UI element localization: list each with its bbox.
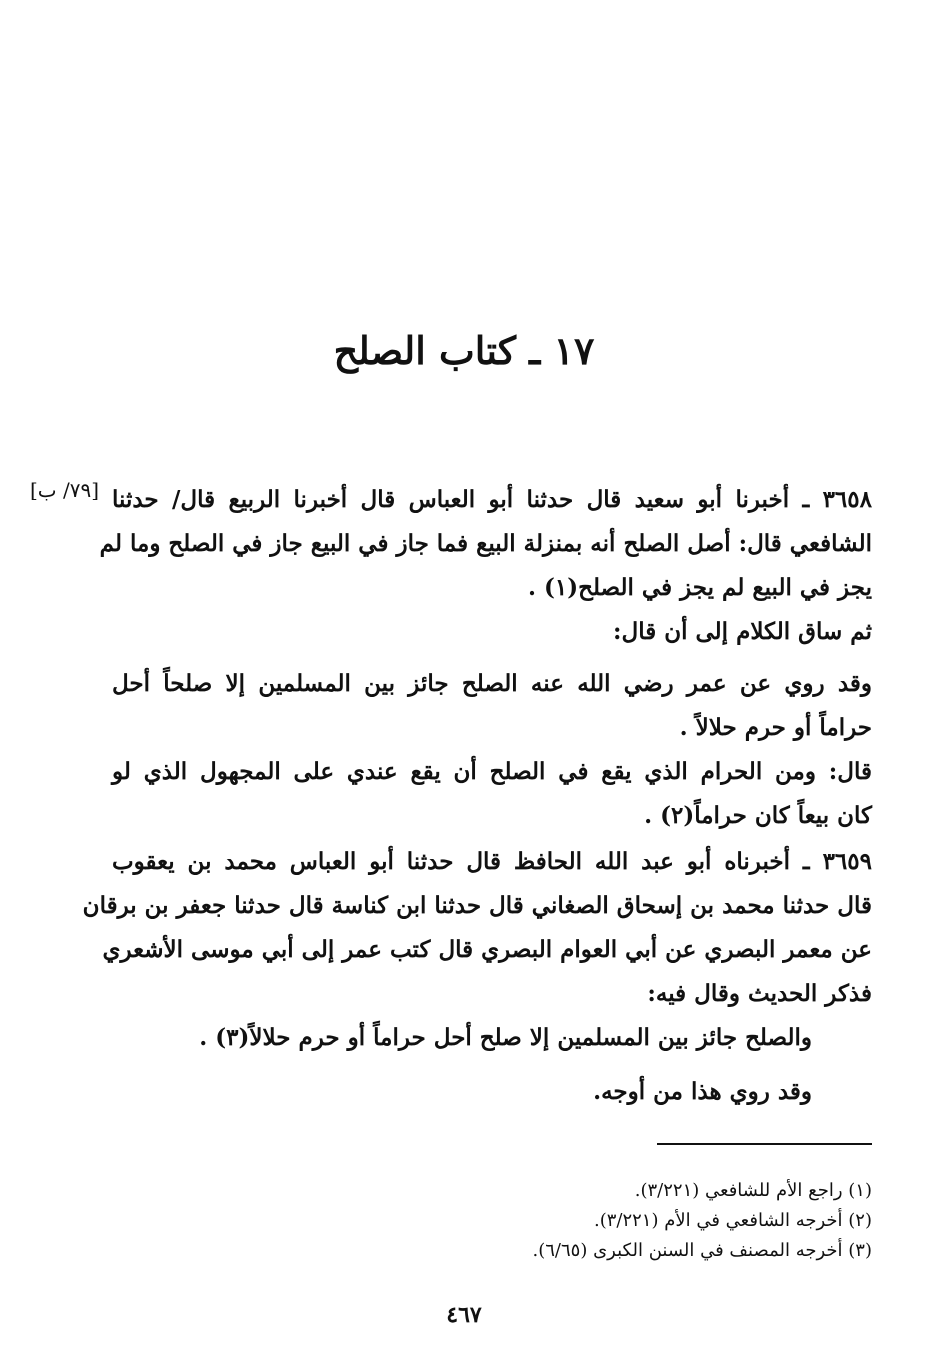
text-line: قال حدثنا محمد بن إسحاق الصغاني قال حدثنا ابن كناسة قال حدثنا جعفر بن برقان xyxy=(82,892,872,919)
text-line: ٣٦٥٩ ـ أخبرناه أبو عبد الله الحافظ قال حدثنا أبو العباس محمد بن يعقوب xyxy=(112,848,872,875)
text-line: والصلح جائز بين المسلمين إلا صلح أحل حراماً أو حرم حلالاً(٣) . xyxy=(199,1024,812,1051)
footnote-3: (٣) أخرجه المصنف في السنن الكبرى (٦/٦٥). xyxy=(532,1240,872,1261)
text-line: عن معمر البصري عن أبي العوام البصري قال كتب عمر إلى أبي موسى الأشعري xyxy=(102,936,872,963)
paragraph-closing xyxy=(112,1070,872,1114)
text-line: وقد روي هذا من أوجه. xyxy=(593,1078,812,1105)
manuscript-folio-marker: [٧٩/ ب] xyxy=(30,478,100,502)
footnote-1: (١) راجع الأم للشافعي (٣/٢٢١). xyxy=(634,1180,872,1201)
text-line: وقد روي عن عمر رضي الله عنه الصلح جائز بين المسلمين إلا صلحاً أحل xyxy=(112,670,872,697)
text-line: حراماً أو حرم حلالاً . xyxy=(679,714,872,741)
text-line: ثم ساق الكلام إلى أن قال: xyxy=(613,618,872,645)
paragraph-3659 xyxy=(82,840,872,1016)
footnote-separator xyxy=(657,1143,872,1145)
paragraph-umar-quote xyxy=(112,662,872,750)
text-line: فذكر الحديث وقال فيه: xyxy=(647,980,872,1007)
page-number: ٤٦٧ xyxy=(446,1302,482,1328)
footnote-2: (٢) أخرجه الشافعي في الأم (٣/٢٢١). xyxy=(593,1210,872,1231)
text-line: الشافعي قال: أصل الصلح أنه بمنزلة البيع فما جاز في البيع جاز في الصلح وما لم xyxy=(99,530,872,557)
text-line: قال: ومن الحرام الذي يقع في الصلح أن يقع عندي على المجهول الذي لو xyxy=(112,758,872,785)
paragraph-continuation xyxy=(112,610,872,654)
paragraph-3658 xyxy=(99,478,872,610)
text-line: يجز في البيع لم يجز في الصلح(١) . xyxy=(527,574,872,601)
footnotes xyxy=(272,1176,872,1266)
page-title: ١٧ ـ كتاب الصلح xyxy=(333,328,595,373)
paragraph-haram-definition xyxy=(112,750,872,838)
paragraph-hadith-text xyxy=(112,1016,872,1060)
text-line: ٣٦٥٨ ـ أخبرنا أبو سعيد قال حدثنا أبو العباس قال أخبرنا الربيع قال/ حدثنا xyxy=(112,486,872,513)
text-line: كان بيعاً كان حراماً(٢) . xyxy=(644,802,872,829)
